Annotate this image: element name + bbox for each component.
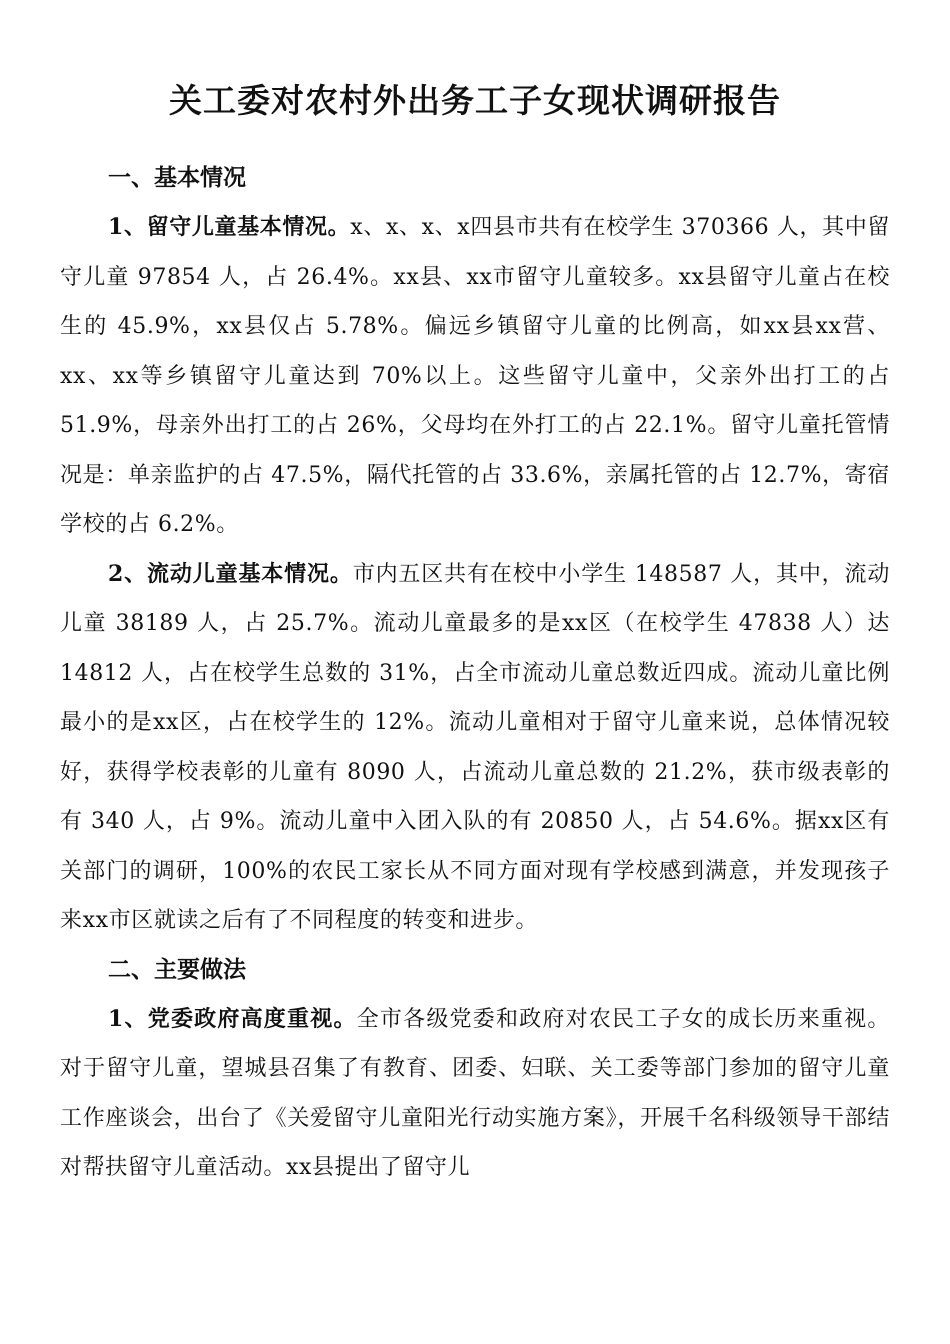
section-basic-situation <box>60 154 890 946</box>
document-page <box>60 78 890 1193</box>
paragraph-body: 市内五区共有在校中小学生 148587 人，其中，流动儿童 38189 人，占 25.7%。流动儿童最多的是xx区（在校学生 47838 人）达 14812 人，占在校学生总数的 31%，占全市流动儿童总数近四成。流动儿童比例最小的是xx区，占在校学生的 12%。流动儿童相对于留守儿童来说，总体情况较好，获得学校表彰的儿童有 8090 人，占流动儿童总数的 21.2%，获市级表彰的有 340 人，占 9%。流动儿童中入团入队的有 20850 人，占 54.6%。据xx区有关部门的调研，100%的农民工家长从不同方面对现有学校感到满意，并发现孩子来xx市区就读之后有了不同程度的转变和进步。 <box>60 561 890 934</box>
paragraph-lead: 1、党委政府高度重视。 <box>108 1005 357 1032</box>
paragraph-body: 全市各级党委和政府对农民工子女的成长历来重视。对于留守儿童，望城县召集了有教育、团委、妇联、关工委等部门参加的留守儿童工作座谈会，出台了《关爱留守儿童阳光行动实施方案》，开展千名科级领导干部结对帮扶留守儿童活动。xx县提出了留守儿 <box>60 1006 890 1181</box>
section-main-practices <box>60 946 890 1193</box>
paragraph-lead: 1、留守儿童基本情况。 <box>108 214 351 241</box>
paragraph-party-committee <box>60 995 890 1193</box>
paragraph-migrant-children <box>60 550 890 946</box>
paragraph-body: x、x、x、x四县市共有在校学生 370366 人，其中留守儿童 97854 人，占 26.4%。xx县、xx市留守儿童较多。xx县留守儿童占在校生的 45.9%，xx县仅占 5.78%。偏远乡镇留守儿童的比例高，如xx县xx营、xx、xx等乡镇留守儿童达到 70%以上。这些留守儿童中，父亲外出打工的占 51.9%，母亲外出打工的占 26%，父母均在外打工的占 22.1%。留守儿童托管情况是：单亲监护的占 47.5%，隔代托管的占 33.6%，亲属托管的占 12.7%，寄宿学校的占 6.2%。 <box>60 215 890 538</box>
paragraph-left-behind-children <box>60 203 890 550</box>
section-heading: 二、主要做法 <box>108 956 246 983</box>
section-heading: 一、基本情况 <box>108 165 246 192</box>
document-title: 关工委对农村外出务工子女现状调研报告 <box>169 81 781 120</box>
paragraph-lead: 2、流动儿童基本情况。 <box>108 560 353 587</box>
